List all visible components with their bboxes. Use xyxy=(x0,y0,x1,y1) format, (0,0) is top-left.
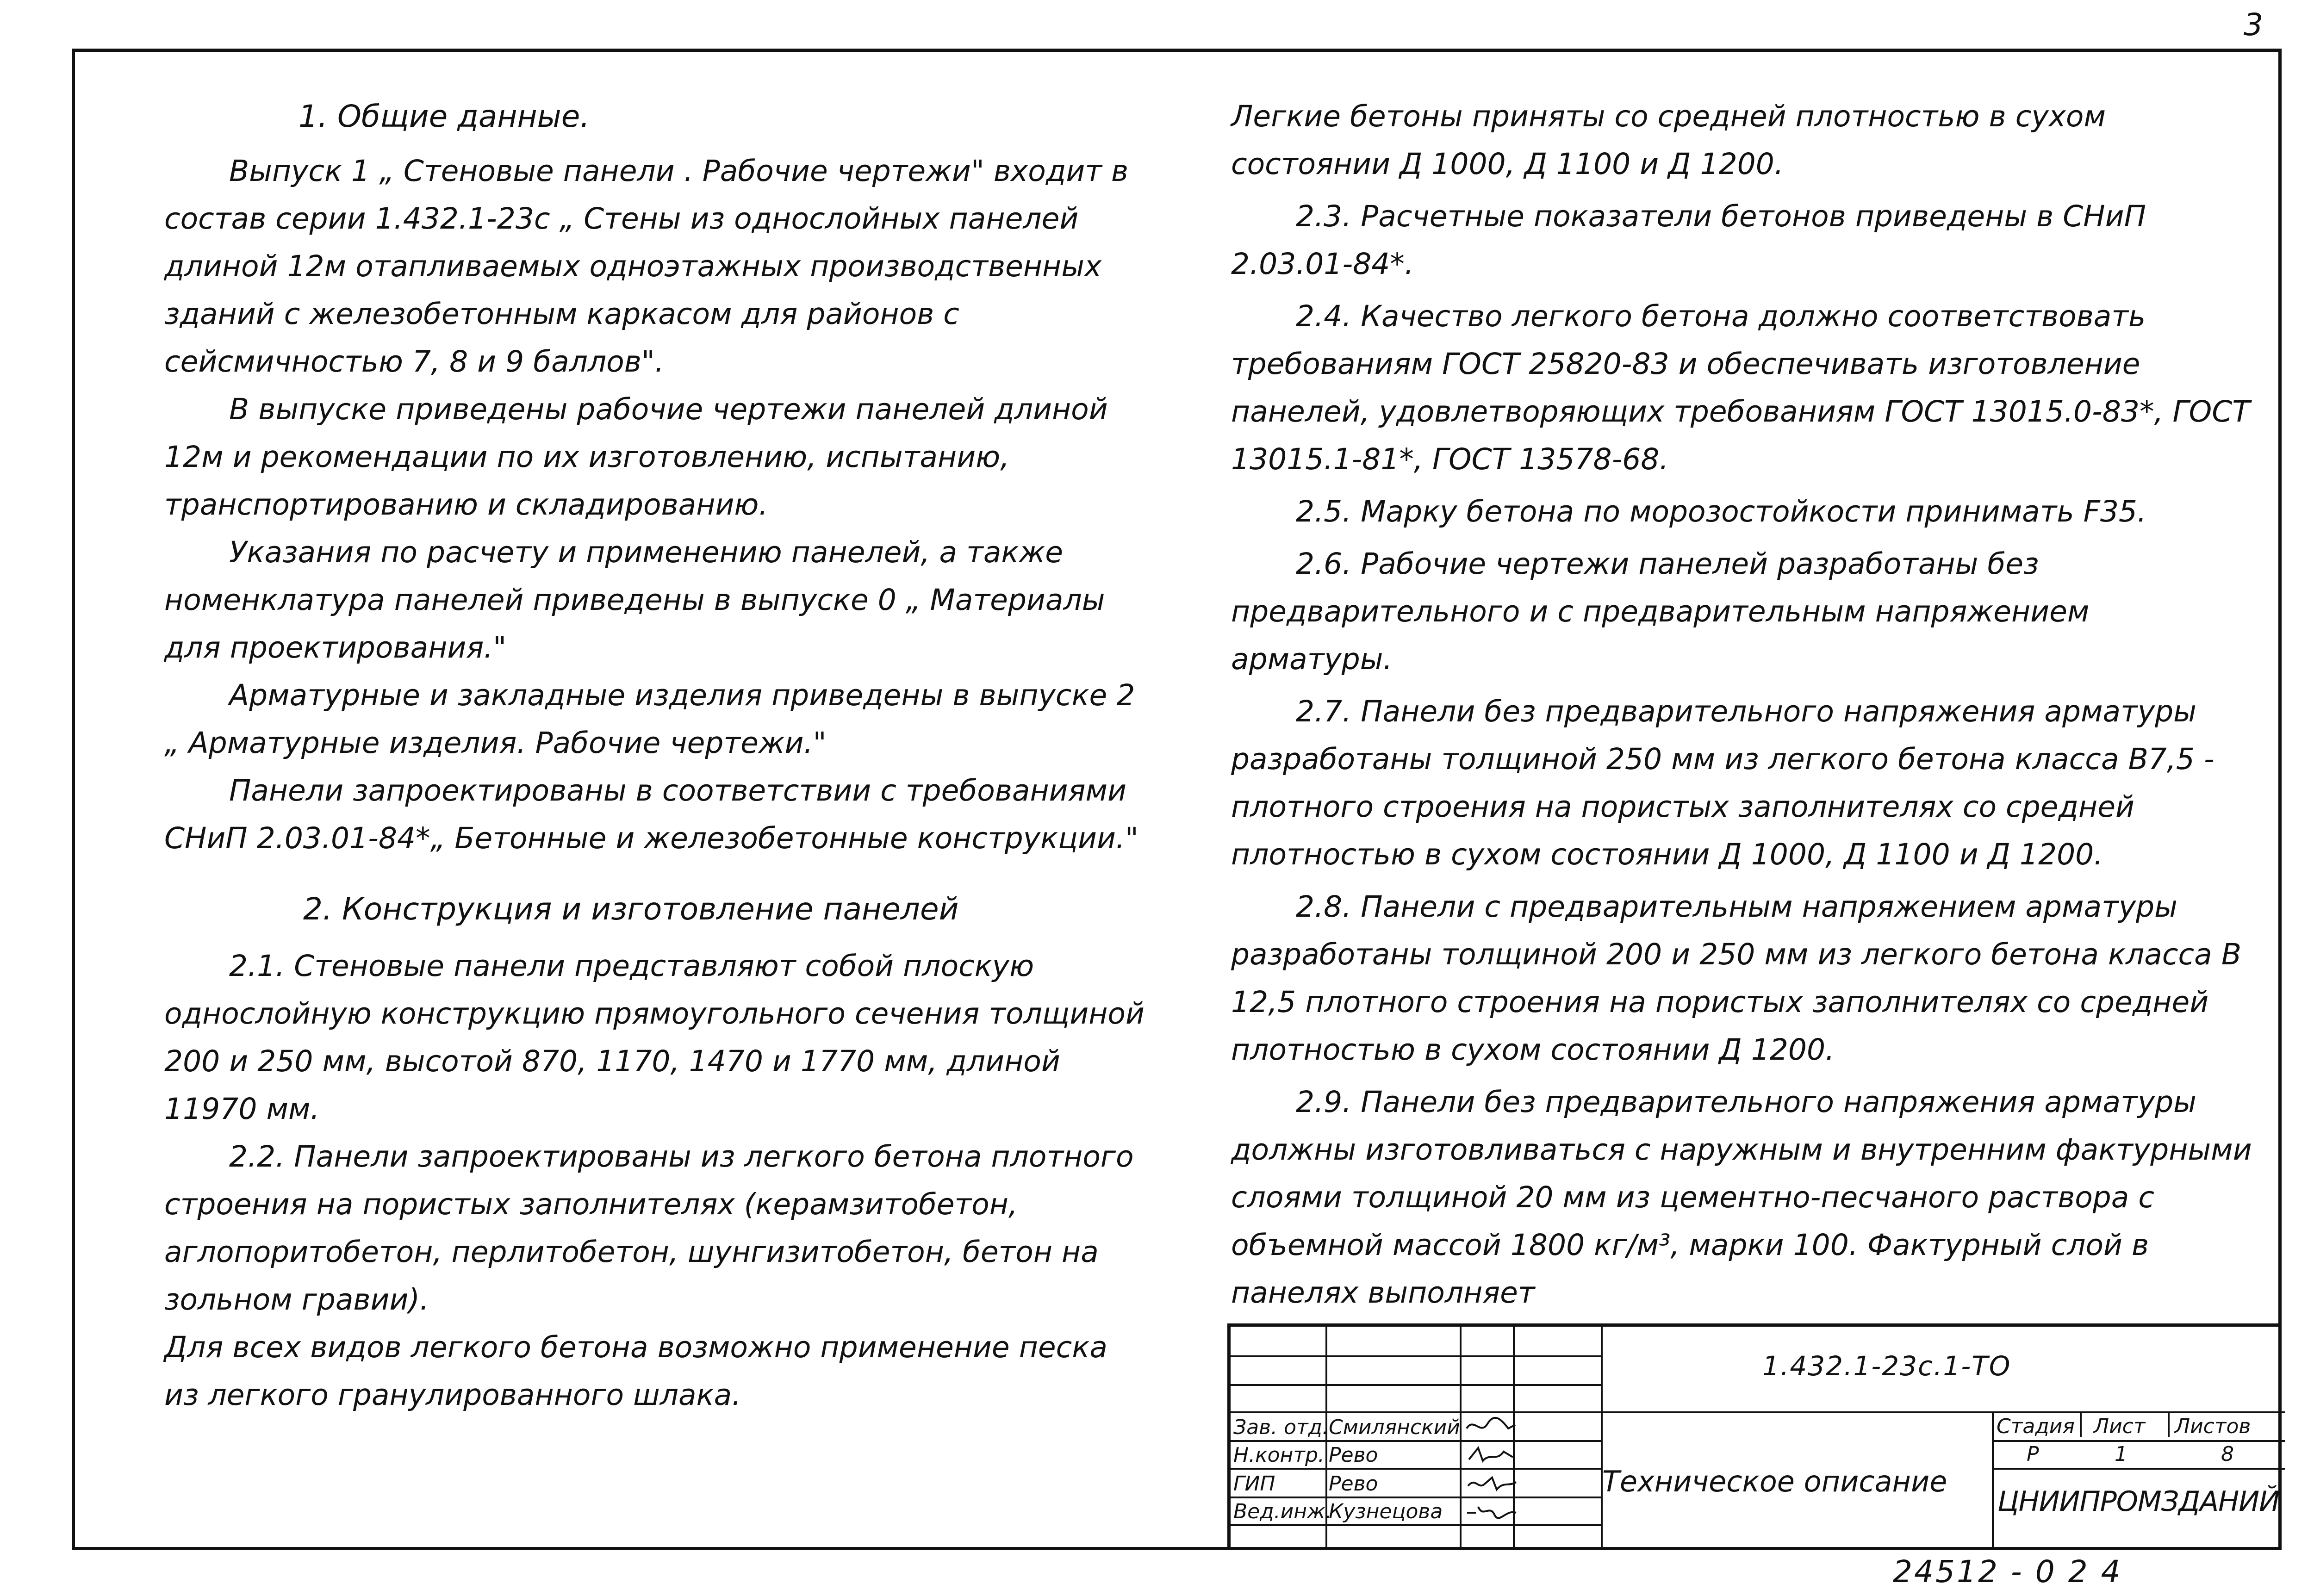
paragraph: Выпуск 1 „ Стеновые панели . Рабочие чертежи" входит в состав серии 1.432.1-23с „ Стены из однослойных панелей длиной 12м отапливаемых одноэтажных производственных зданий с железобетонным каркасом для районов с сейсмичностью 7, 8 и 9 баллов". xyxy=(164,154,1129,379)
page-number: 3 xyxy=(2244,7,2263,43)
title-block-line xyxy=(1992,1468,2285,1470)
title-block-line xyxy=(1231,1524,1601,1526)
signatory-name: Смилянский xyxy=(1329,1416,1460,1439)
document-code: 1.432.1-23с.1-ТО xyxy=(1762,1350,2011,1382)
section-2-heading: 2. Конструкция и изготовление панелей xyxy=(303,891,959,927)
title-block-line xyxy=(1231,1384,1601,1386)
title-block-line xyxy=(1231,1440,1601,1442)
paragraph: 2.5. Марку бетона по морозостойкости принимать F35. xyxy=(1296,495,2147,528)
sheet-value: 1 xyxy=(2115,1442,2127,1466)
paragraph: Для всех видов легкого бетона возможно применение песка из легкого гранулированного шлака. xyxy=(164,1330,1107,1412)
stage-header: Стадия xyxy=(1997,1415,2075,1438)
title-block-line xyxy=(1601,1327,1603,1550)
paragraph: 2.1. Стеновые панели представляют собой плоскую однослойную конструкцию прямоугольного сечения толщиной 200 и 250 мм, высотой 870, 1170, 1470 и 1770 мм, длиной 11970 мм. xyxy=(164,949,1145,1126)
paragraph: В выпуске приведены рабочие чертежи панелей длиной 12м и рекомендации по их изготовлению, испытанию, транспортированию и складированию. xyxy=(164,392,1108,522)
title-block-line xyxy=(1231,1355,1601,1357)
right-column xyxy=(1231,93,2254,1317)
signature-graphic xyxy=(1464,1472,1520,1495)
paragraph: Арматурные и закладные изделия приведены в выпуске 2 „ Арматурные изделия. Рабочие чертежи." xyxy=(164,678,1135,760)
left-column xyxy=(164,93,1150,1419)
title-block-line xyxy=(1992,1411,1994,1550)
signatory-name: Рево xyxy=(1329,1472,1378,1496)
signature-graphic xyxy=(1464,1443,1520,1466)
sheets-header: Листов xyxy=(2175,1415,2251,1438)
organization-name: ЦНИИПРОМЗДАНИЙ xyxy=(1997,1485,2280,1518)
paragraph: 2.3. Расчетные показатели бетонов приведены в СНиП 2.03.01-84*. xyxy=(1231,199,2146,281)
title-block-line xyxy=(2080,1411,2082,1437)
stage-value: Р xyxy=(2027,1442,2039,1466)
paragraph: 2.8. Панели с предварительным напряжением арматуры разработаны толщиной 200 и 250 мм из легкого бетона класса В 12,5 плотного строения на пористых заполнителях со средней плотностью в сухом состоянии Д 1200. xyxy=(1231,890,2242,1067)
paragraph: Указания по расчету и применению панелей, а также номенклатура панелей приведены в выпуске 0 „ Материалы для проектирования." xyxy=(164,535,1105,664)
paragraph: 2.6. Рабочие чертежи панелей разработаны без предварительного и с предварительным напряжением арматуры. xyxy=(1231,547,2090,676)
paragraph: 2.2. Панели запроектированы из легкого бетона плотного строения на пористых заполнителях (керамзитобетон, аглопоритобетон, перлитобетон, шунгизитобетон, бетон на зольном гравии). xyxy=(164,1140,1134,1317)
title-block-line xyxy=(1231,1497,1601,1498)
paragraph: Панели запроектированы в соответствии с требованиями СНиП 2.03.01-84*„ Бетонные и железобетонные конструкции." xyxy=(164,774,1138,855)
signatory-name: Рево xyxy=(1329,1443,1378,1467)
signatory-role: Зав. отд. xyxy=(1233,1416,1329,1439)
paragraph: Легкие бетоны приняты со средней плотностью в сухом состоянии Д 1000, Д 1100 и Д 1200. xyxy=(1231,99,2106,181)
signatory-role: Н.контр. xyxy=(1233,1443,1325,1467)
paragraph: 2.9. Панели без предварительного напряжения арматуры должны изготовливаться с наружным и внутренним фактурными слоями толщиной 20 мм из цементно-песчаного раствора с объемной массой 1800 кг/м³, марки 100. Фактурный слой в панелях выполняет xyxy=(1231,1085,2252,1310)
signatory-name: Кузнецова xyxy=(1329,1500,1443,1523)
sheet-header: Лист xyxy=(2094,1415,2146,1438)
signatory-role: Вед.инж. xyxy=(1233,1500,1332,1523)
paragraph: 2.7. Панели без предварительного напряжения арматуры разработаны толщиной 250 мм из легкого бетона класса В7,5 - плотного строения на пористых заполнителях со средней плотностью в сухом состоянии Д 1000, Д 1100 и Д 1200. xyxy=(1231,695,2214,871)
sheets-value: 8 xyxy=(2221,1442,2234,1466)
document-title: Техническое описание xyxy=(1602,1465,1947,1498)
title-block-line xyxy=(2168,1411,2170,1437)
signatory-role: ГИП xyxy=(1233,1472,1275,1496)
section-1-heading: 1. Общие данные. xyxy=(299,99,590,134)
title-block-line xyxy=(1992,1440,2285,1442)
signature-graphic xyxy=(1464,1500,1520,1523)
title-block-line xyxy=(1231,1411,2285,1413)
archive-number: 24512 - 0 2 4 xyxy=(1893,1554,2122,1590)
title-block-line xyxy=(1231,1468,1601,1470)
paragraph: 2.4. Качество легкого бетона должно соответствовать требованиям ГОСТ 25820-83 и обеспечивать изготовление панелей, удовлетворяющих требованиям ГОСТ 13015.0-83*, ГОСТ 13015.1-81*, ГОСТ 13578-68. xyxy=(1231,299,2250,476)
signature-graphic xyxy=(1464,1415,1520,1438)
